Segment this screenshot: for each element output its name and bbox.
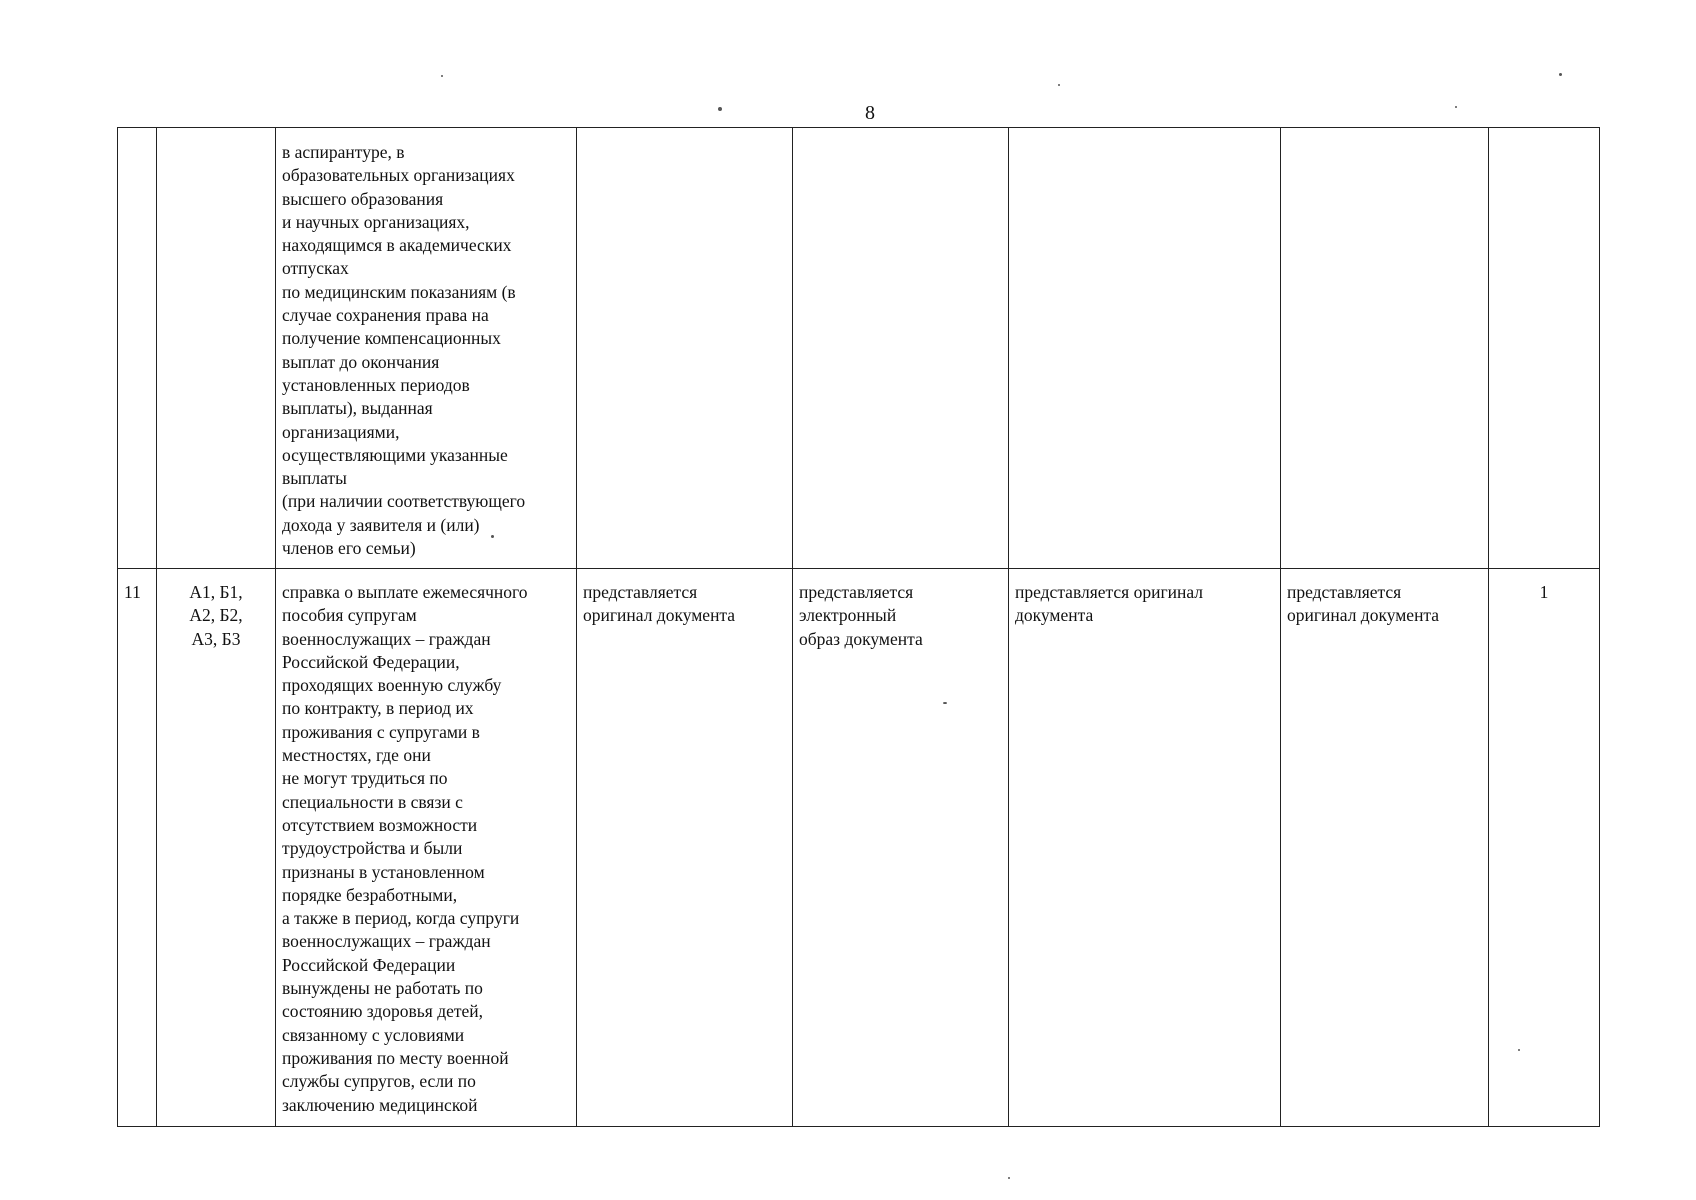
document-name-cell: в аспирантуре, в образовательных организациях высшего образования и научных организациях, находящимся в академических отпусках по медицинским показаниям (в случае сохранения права на получение компенсационных выплат до окончания установленных периодов выплаты), выданная организациями, осуществляющими указанные выплаты (при наличии соответствующего дохода у заявителя и (или) членов его семьи) xyxy=(276,128,577,569)
scan-speck xyxy=(1008,1177,1010,1179)
scan-speck xyxy=(943,702,947,704)
submission-method-cell: представляется оригинал документа xyxy=(1009,569,1281,1127)
scan-speck xyxy=(1455,106,1457,108)
category-codes-cell: А1, Б1, А2, Б2, А3, Б3 xyxy=(157,569,276,1127)
submission-method-cell: представляется оригинал документа xyxy=(1281,569,1489,1127)
submission-method-cell xyxy=(577,128,793,569)
scan-speck xyxy=(718,107,722,111)
submission-method-cell xyxy=(1009,128,1281,569)
category-codes-cell xyxy=(157,128,276,569)
row-number-cell: 11 xyxy=(118,569,157,1127)
submission-method-cell xyxy=(1281,128,1489,569)
scan-speck xyxy=(1518,1049,1520,1051)
copies-count-cell: 1 xyxy=(1489,569,1600,1127)
page-number: 8 xyxy=(865,102,875,124)
submission-method-cell: представляется электронный образ документа xyxy=(793,569,1009,1127)
row-number-cell xyxy=(118,128,157,569)
scan-speck xyxy=(1559,73,1562,76)
submission-method-cell xyxy=(793,128,1009,569)
scan-speck xyxy=(441,75,443,77)
document-name-cell: справка о выплате ежемесячного пособия супругам военнослужащих – граждан Российской Федерации, проходящих военную службу по контракту, в период их проживания с супругами в местностях, где они не могут трудиться по специальности в связи с отсутствием возможности трудоустройства и были признаны в установленном порядке безработными, а также в период, когда супруги военнослужащих – граждан Российской Федерации вынуждены не работать по состоянию здоровья детей, связанному с условиями проживания по месту военной службы супругов, если по заключению медицинской xyxy=(276,569,577,1127)
scan-speck xyxy=(491,535,494,538)
copies-count-cell xyxy=(1489,128,1600,569)
submission-method-cell: представляется оригинал документа xyxy=(577,569,793,1127)
table-row xyxy=(118,569,1600,1127)
documents-table xyxy=(117,127,1600,1127)
scan-speck xyxy=(1058,84,1060,86)
table-row xyxy=(118,128,1600,569)
